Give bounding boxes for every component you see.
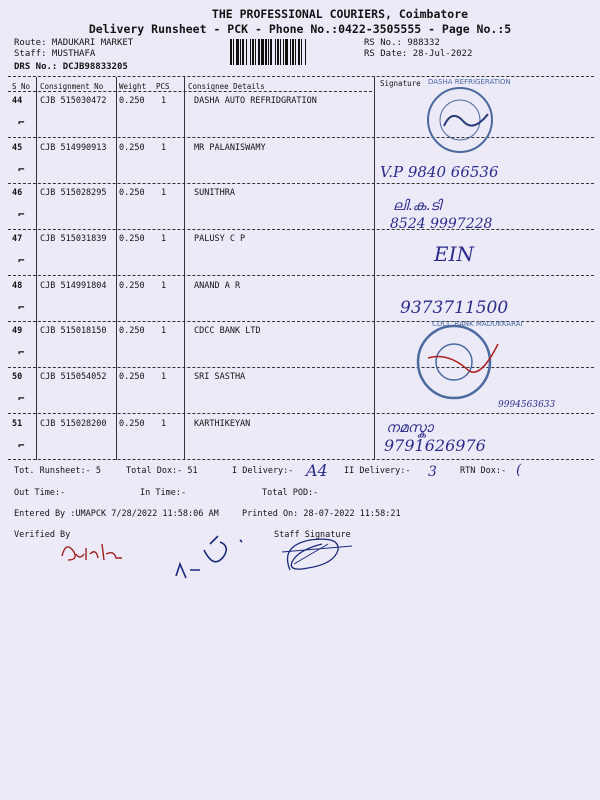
check-mark-icon: ⌐: [18, 208, 25, 221]
row-divider: [8, 137, 594, 138]
check-mark-icon: ⌐: [18, 346, 25, 359]
ii-delivery-label: II Delivery:-: [344, 466, 411, 476]
row-sno: 50: [12, 372, 23, 382]
row-weight: 0.250: [119, 326, 145, 336]
row-divider: [8, 367, 594, 368]
signature-45: V.P 9840 66536: [380, 163, 499, 181]
row-consignment-no: CJB 515031839: [40, 234, 107, 244]
row-pcs: 1: [161, 326, 167, 336]
barcode-image: [230, 39, 350, 65]
total-runsheet: Tot. Runsheet:- 5: [14, 466, 101, 476]
stamp-text: DASHA REFRIGERATION: [428, 78, 511, 86]
row-consignment-no: CJB 514991804: [40, 281, 107, 291]
i-delivery-value: A4: [306, 461, 328, 480]
row-pcs: 1: [161, 281, 167, 291]
row-consignment-no: CJB 515030472: [40, 96, 107, 106]
row-weight: 0.250: [119, 234, 145, 244]
rtn-dox-value: (: [516, 462, 522, 478]
stamp-text: CDCC BANK MADUKKARAI: [432, 320, 523, 328]
rs-number: RS No.: 988332: [364, 38, 440, 48]
row-pcs: 1: [161, 234, 167, 244]
row-consignment-no: CJB 515028295: [40, 188, 107, 198]
signature-51-name: നമസ്കാ: [386, 420, 433, 436]
row-weight: 0.250: [119, 143, 145, 153]
row-divider: [8, 413, 594, 414]
row-sno: 49: [12, 326, 23, 336]
total-pod: Total POD:-: [262, 488, 319, 498]
col-consignment: Consignment No: [40, 82, 104, 91]
rs-date: RS Date: 28-Jul-2022: [364, 49, 473, 59]
total-dox: Total Dox:- 51: [126, 466, 198, 476]
staff-signature: [170, 530, 370, 590]
row-divider: [8, 183, 594, 184]
row-consignment-no: CJB 515018150: [40, 326, 107, 336]
signature-47: EIN: [434, 242, 474, 266]
signature-50: 9994563633: [498, 400, 556, 410]
signature-48: 9373711500: [400, 298, 509, 318]
drs-number: DRS No.: DCJB98833205: [14, 62, 128, 72]
table-bottom-rule: [8, 459, 594, 460]
table-top-rule: [8, 76, 594, 77]
row-pcs: 1: [161, 188, 167, 198]
row-consignee: SUNITHRA: [194, 188, 235, 198]
col-signature: Signature: [380, 79, 421, 88]
row-weight: 0.250: [119, 188, 145, 198]
verified-by-label: Verified By: [14, 530, 71, 540]
signature-51-phone: 9791626976: [384, 436, 486, 455]
row-consignee: KARTHIKEYAN: [194, 419, 251, 429]
row-consignment-no: CJB 515054052: [40, 372, 107, 382]
row-sno: 47: [12, 234, 23, 244]
check-mark-icon: ⌐: [18, 116, 25, 129]
row-pcs: 1: [161, 419, 167, 429]
check-mark-icon: ⌐: [18, 163, 25, 176]
in-time: In Time:-: [140, 488, 187, 498]
col-divider: [116, 77, 117, 460]
row-divider: [8, 275, 594, 276]
row-sno: 51: [12, 419, 23, 429]
row-weight: 0.250: [119, 419, 145, 429]
row-sno: 48: [12, 281, 23, 291]
row-weight: 0.250: [119, 372, 145, 382]
check-mark-icon: ⌐: [18, 392, 25, 405]
rtn-dox-label: RTN Dox:-: [460, 466, 507, 476]
row-sno: 45: [12, 143, 23, 153]
col-weight: Weight: [119, 82, 147, 91]
out-time: Out Time:-: [14, 488, 66, 498]
route: Route: MADUKARI MARKET: [14, 38, 134, 48]
header-rule: [8, 91, 372, 92]
row-weight: 0.250: [119, 281, 145, 291]
ii-delivery-value: 3: [428, 464, 437, 480]
row-consignee: CDCC BANK LTD: [194, 326, 261, 336]
col-pcs: PCS: [156, 82, 170, 91]
row-consignee: MR PALANISWAMY: [194, 143, 266, 153]
row-pcs: 1: [161, 372, 167, 382]
check-mark-icon: ⌐: [18, 439, 25, 452]
check-mark-icon: ⌐: [18, 254, 25, 267]
row-consignee: PALUSY C P: [194, 234, 246, 244]
company-title: THE PROFESSIONAL COURIERS, Coimbatore: [211, 7, 469, 21]
signature-46-phone: 8524 9997228: [390, 216, 493, 232]
verifier-signature: [56, 536, 148, 566]
runsheet-subtitle: Delivery Runsheet - PCK - Phone No.:0422-3505555 - Page No.:5: [88, 22, 512, 36]
cdcc-stamp: [410, 318, 506, 408]
row-consignee: DASHA AUTO REFRIDGRATION: [194, 96, 317, 106]
row-pcs: 1: [161, 143, 167, 153]
col-divider: [184, 77, 185, 460]
staff: Staff: MUSTHAFA: [14, 49, 96, 59]
row-pcs: 1: [161, 96, 167, 106]
dasha-stamp: [418, 80, 502, 156]
col-divider: [374, 77, 375, 460]
i-delivery-label: I Delivery:-: [232, 466, 294, 476]
col-sno: S No: [12, 82, 31, 91]
row-sno: 46: [12, 188, 23, 198]
signature-46-name: ലി.ക.ടി: [393, 198, 441, 214]
printed-on: Printed On: 28-07-2022 11:58:21: [242, 509, 401, 519]
staff-signature-label: Staff Signature: [274, 530, 351, 540]
row-consignee: SRI SASTHA: [194, 372, 246, 382]
check-mark-icon: ⌐: [18, 301, 25, 314]
row-divider: [8, 229, 594, 230]
row-weight: 0.250: [119, 96, 145, 106]
row-sno: 44: [12, 96, 23, 106]
entered-by: Entered By :UMAPCK 7/28/2022 11:58:06 AM: [14, 509, 219, 519]
row-consignee: ANAND A R: [194, 281, 241, 291]
col-consignee: Consignee Details: [188, 82, 265, 91]
row-consignment-no: CJB 514990913: [40, 143, 107, 153]
col-divider: [36, 77, 37, 460]
row-consignment-no: CJB 515028200: [40, 419, 107, 429]
